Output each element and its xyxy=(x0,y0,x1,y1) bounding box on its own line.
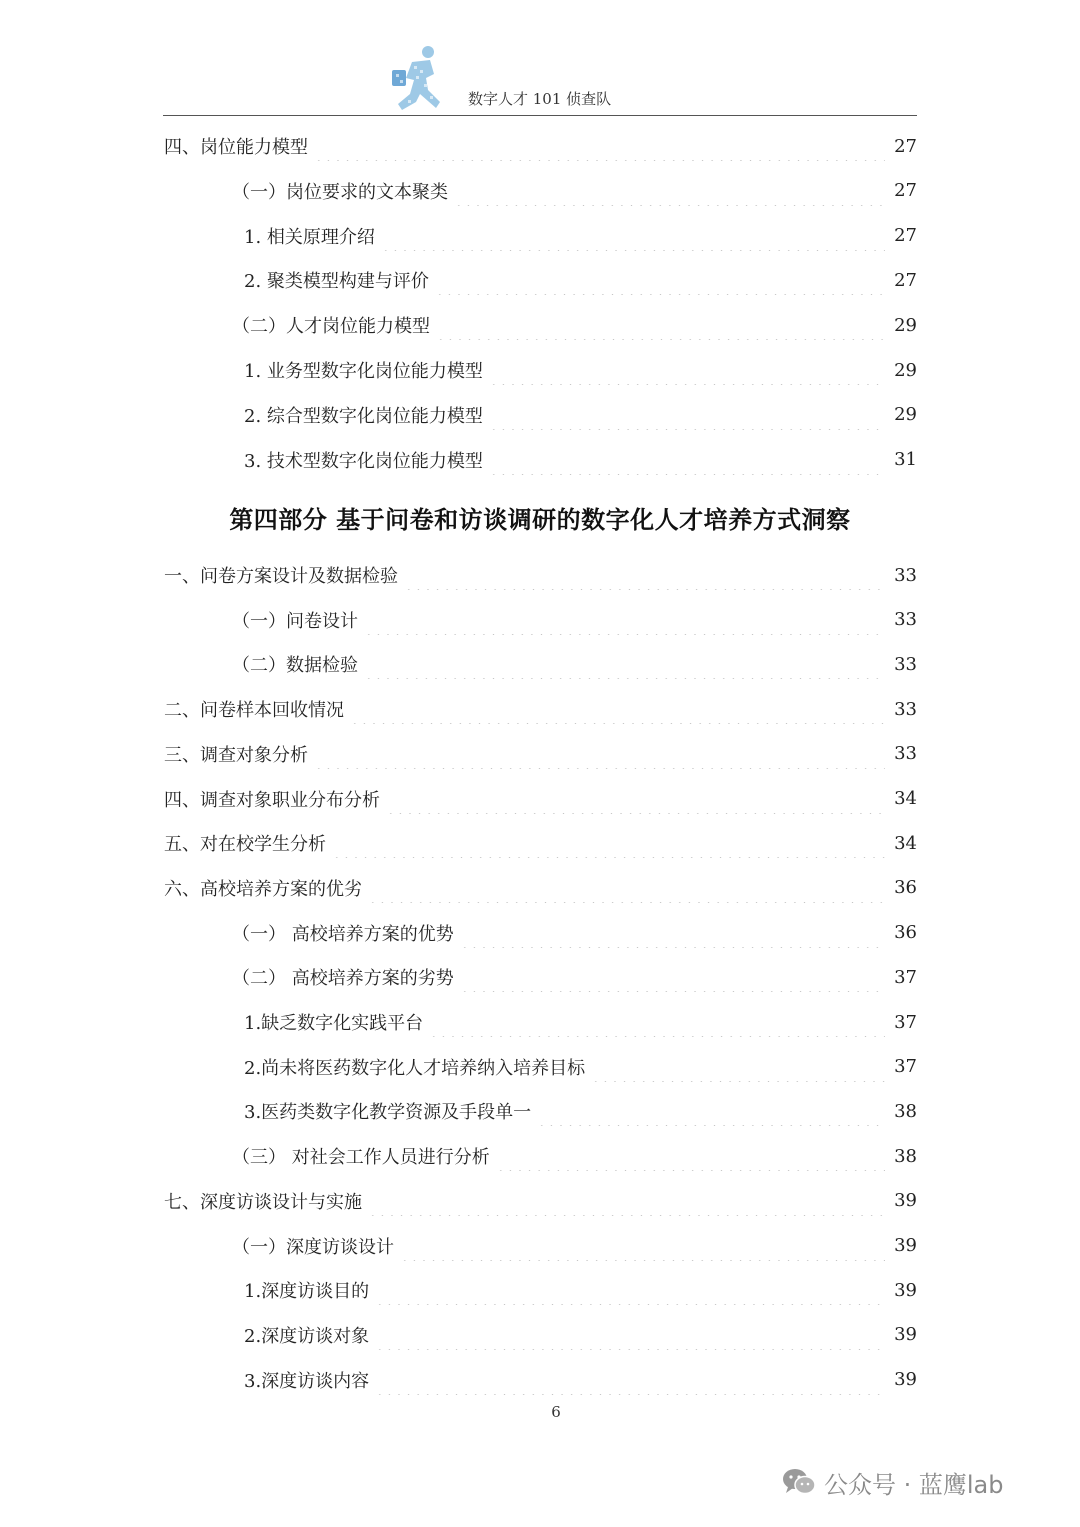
toc-entry-page: 33 xyxy=(894,609,917,631)
toc-entry-page: 31 xyxy=(894,449,917,471)
toc-entry xyxy=(164,1052,917,1082)
toc-entry-label: 1.缺乏数字化实践平台 xyxy=(244,1013,424,1034)
toc-dot-leader xyxy=(496,1141,885,1171)
toc-entry-page: 37 xyxy=(894,1011,917,1033)
toc-entry-label: （二）数据检验 xyxy=(232,655,358,677)
toc-entry-label: （一）问卷设计 xyxy=(232,610,358,632)
toc-entry xyxy=(164,221,917,251)
toc-entry-page: 27 xyxy=(894,135,917,157)
toc-dot-leader xyxy=(435,265,885,295)
toc-entry xyxy=(164,560,917,590)
toc-entry xyxy=(164,605,917,635)
toc-entry-label: 五、对在校学生分析 xyxy=(164,834,326,856)
toc-entry-page: 39 xyxy=(894,1369,917,1391)
toc-entry-page: 33 xyxy=(894,698,917,720)
toc-entry-label: 二、问卷样本回收情况 xyxy=(164,700,344,722)
toc-entry-page: 29 xyxy=(894,314,917,336)
page-number: 6 xyxy=(551,1403,561,1421)
toc-dot-leader xyxy=(460,962,885,992)
toc-entry xyxy=(164,1186,917,1216)
toc-entry xyxy=(164,784,917,814)
watermark-text: 公众号 · 蓝鹰lab xyxy=(824,1470,1004,1499)
toc-dot-leader xyxy=(364,649,885,679)
toc-entry-page: 33 xyxy=(894,653,917,675)
toc-entry-label: 3.深度访谈内容 xyxy=(244,1370,370,1392)
toc-entry-page: 36 xyxy=(894,877,917,899)
toc-entry-label: 2.深度访谈对象 xyxy=(244,1325,370,1347)
section-heading: 第四部分 基于问卷和访谈调研的数字化人才培养方式洞察 xyxy=(229,505,851,534)
toc-entry-page: 33 xyxy=(894,564,917,586)
toc-entry-page: 39 xyxy=(894,1235,917,1256)
toc-entry-label: 3.医药类数字化教学资源及手段单一 xyxy=(244,1102,532,1124)
toc-entry-label: （一）深度访谈设计 xyxy=(232,1236,394,1258)
toc-entry-label: 四、岗位能力模型 xyxy=(164,137,308,158)
toc-entry-label: （三） 对社会工作人员进行分析 xyxy=(232,1147,490,1169)
toc-entry-page: 34 xyxy=(894,788,917,809)
toc-entry-page: 39 xyxy=(894,1190,917,1212)
header-divider xyxy=(163,115,917,116)
toc-dot-leader xyxy=(489,445,885,475)
toc-entry xyxy=(164,400,917,430)
toc-entry-label: （一）岗位要求的文本聚类 xyxy=(232,181,448,203)
toc-dot-leader xyxy=(591,1052,885,1082)
toc-entry-page: 34 xyxy=(894,832,917,854)
toc-dot-leader xyxy=(314,739,885,769)
toc-entry-label: 3. 技术型数字化岗位能力模型 xyxy=(244,450,483,472)
toc-entry-page: 27 xyxy=(894,180,917,202)
toc-entry xyxy=(164,918,917,948)
toc-entry xyxy=(164,828,917,858)
toc-entry xyxy=(164,1007,917,1037)
toc-dot-leader xyxy=(350,694,885,724)
toc-entry-page: 33 xyxy=(894,743,917,765)
toc-entry-page: 29 xyxy=(894,359,917,381)
toc-entry-page: 27 xyxy=(894,225,917,247)
toc-entry-label: 2. 聚类模型构建与评价 xyxy=(244,271,429,293)
toc-entry xyxy=(164,1320,917,1350)
toc-entry-label: 六、高校培养方案的优劣 xyxy=(164,878,362,900)
toc-dot-leader xyxy=(375,1320,885,1350)
header-title: 数字人才 101 侦查队 xyxy=(468,90,612,108)
toc-dot-leader xyxy=(386,784,885,814)
toc-entry xyxy=(164,694,917,724)
toc-dot-leader xyxy=(460,918,885,948)
toc-entry-label: 2. 综合型数字化岗位能力模型 xyxy=(244,405,483,427)
toc-entry xyxy=(164,445,917,475)
toc-dot-leader xyxy=(489,355,885,385)
toc-dot-leader xyxy=(400,1231,885,1261)
toc-entry xyxy=(164,1096,917,1126)
toc-entry xyxy=(164,1141,917,1171)
toc-entry-page: 36 xyxy=(894,922,917,944)
toc-entry xyxy=(164,176,917,206)
toc-entry xyxy=(164,265,917,295)
toc-dot-leader xyxy=(375,1365,885,1395)
toc-entry-label: 四、调查对象职业分布分析 xyxy=(164,789,380,811)
toc-entry-label: 1.深度访谈目的 xyxy=(244,1281,370,1303)
toc-entry-page: 37 xyxy=(894,1056,917,1078)
toc-dot-leader xyxy=(537,1096,885,1126)
toc-dot-leader xyxy=(375,1275,885,1305)
toc-entry xyxy=(164,739,917,769)
toc-dot-leader xyxy=(368,1186,885,1216)
toc-entry-page: 29 xyxy=(894,404,917,426)
toc-dot-leader xyxy=(429,1007,885,1037)
toc-dot-leader xyxy=(368,873,885,903)
toc-dot-leader xyxy=(489,400,885,430)
toc-entry-label: 1. 业务型数字化岗位能力模型 xyxy=(244,361,483,382)
watermark xyxy=(782,1462,1004,1502)
toc-entry-page: 39 xyxy=(894,1279,917,1301)
toc-entry-label: （二） 高校培养方案的劣势 xyxy=(232,968,454,990)
toc-entry xyxy=(164,649,917,679)
toc-dot-leader xyxy=(381,221,885,251)
toc-entry-page: 37 xyxy=(894,966,917,988)
toc-entry xyxy=(164,962,917,992)
toc-entry-page: 27 xyxy=(894,269,917,291)
toc-dot-leader xyxy=(332,828,885,858)
toc-entry xyxy=(164,1275,917,1305)
toc-entry xyxy=(164,1231,917,1261)
toc-entry-label: 2.尚未将医药数字化人才培养纳入培养目标 xyxy=(244,1057,586,1079)
toc-entry-label: 三、调查对象分析 xyxy=(164,744,308,766)
runner-logo-icon xyxy=(390,44,446,116)
toc-entry-page: 38 xyxy=(894,1145,917,1167)
toc-entry-label: （一） 高校培养方案的优势 xyxy=(232,923,454,945)
toc-dot-leader xyxy=(404,560,885,590)
toc-entry-page: 39 xyxy=(894,1324,917,1346)
toc-entry-page: 38 xyxy=(894,1100,917,1122)
toc-dot-leader xyxy=(454,176,885,206)
wechat-icon xyxy=(782,1467,816,1497)
toc-entry-label: 七、深度访谈设计与实施 xyxy=(164,1191,362,1213)
toc-entry xyxy=(164,131,917,161)
toc-entry xyxy=(164,310,917,340)
toc-dot-leader xyxy=(364,605,885,635)
toc-entry-label: 一、问卷方案设计及数据检验 xyxy=(164,566,398,587)
toc-entry-label: 1. 相关原理介绍 xyxy=(244,226,375,248)
toc-dot-leader xyxy=(436,310,885,340)
toc-dot-leader xyxy=(314,131,885,161)
toc-entry xyxy=(164,873,917,903)
toc-entry-label: （二）人才岗位能力模型 xyxy=(232,316,430,338)
toc-entry xyxy=(164,1365,917,1395)
toc-entry xyxy=(164,355,917,385)
